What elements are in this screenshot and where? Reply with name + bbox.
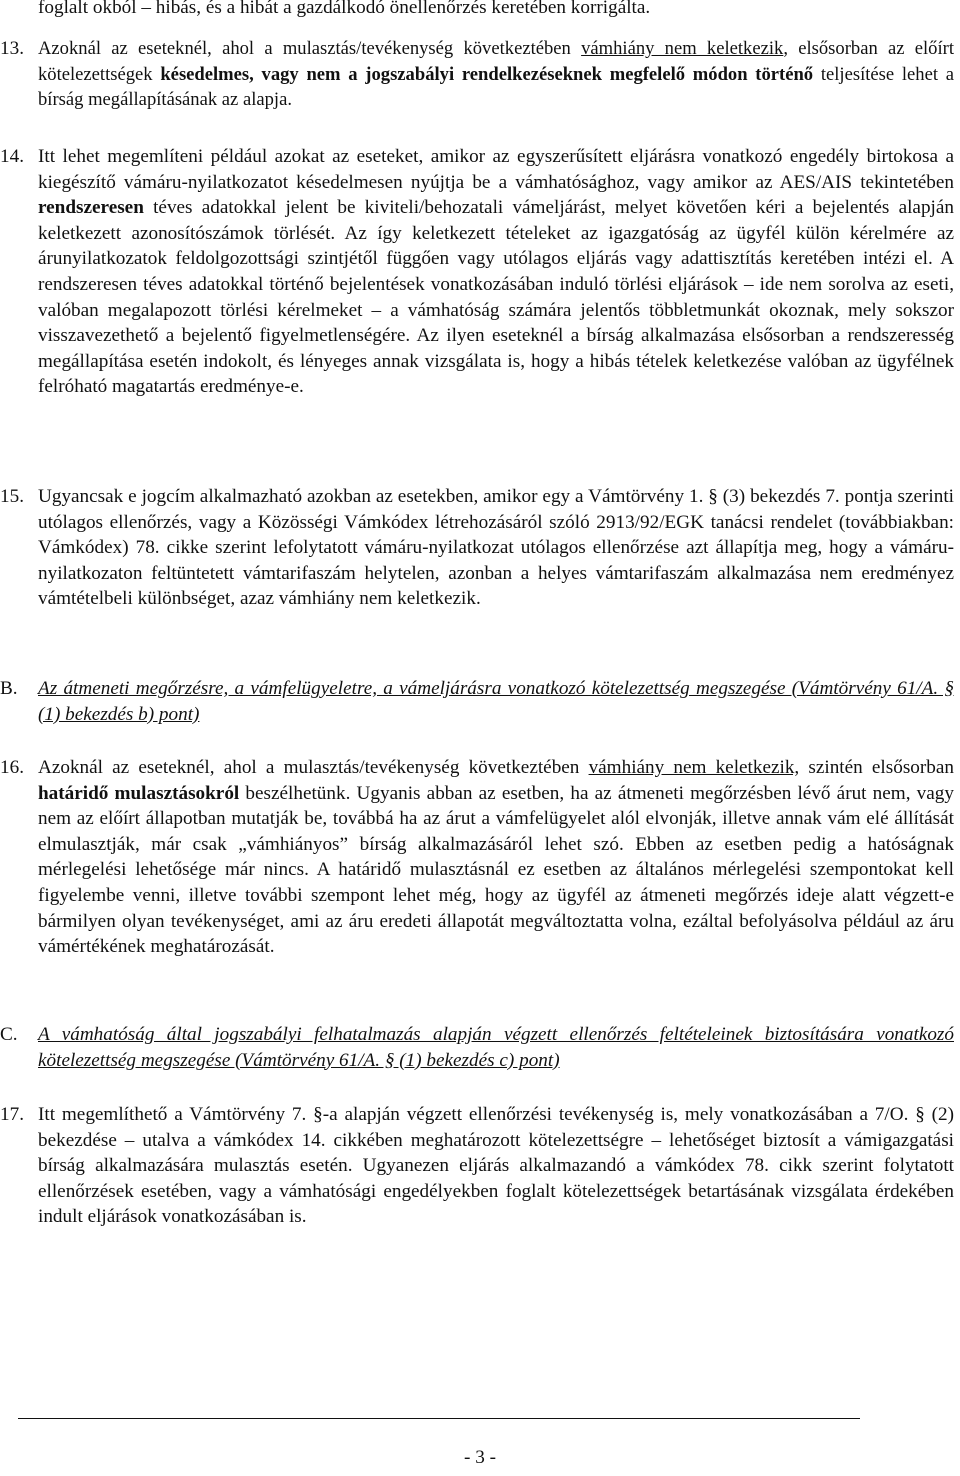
intro-line xyxy=(0,0,954,21)
paragraph-14 xyxy=(0,144,954,400)
paragraph-number: 14. xyxy=(0,146,24,167)
bold-text: határidő mulasztásokról xyxy=(38,782,240,804)
bold-text: késedelmes, vagy nem a jogszabályi rendelkezéseknek megfelelő módon történő xyxy=(160,63,814,85)
text-run: szintén elsősorban xyxy=(799,757,954,778)
paragraph-number: 15. xyxy=(0,486,24,507)
text-run: Azoknál az eseteknél, ahol a mulasztás/tevékenység következtében xyxy=(38,757,589,778)
paragraph-text: Ugyancsak e jogcím alkalmazható azokban az esetekben, amikor egy a Vámtörvény 1. § (3) bekezdés 7. pontja szerinti utólagos ellenőrzés, vagy a Közösségi Vámkódex létrehozásáról szóló 2913/92/EGK tanácsi rendelet (továbbiakban: Vámkódex) 78. cikke szerint lefolytatott vámáru-nyilatkozat utólagos ellenőrzése azt állapítja meg, hogy a vámáru-nyilatkozaton feltüntetett vámtarifaszám helytelen, azonban a helyes vámtarifaszám alkalmazása nem eredményez vámtételbeli különbséget, azaz vámhiány nem keletkezik. xyxy=(38,486,954,610)
paragraph-number: 13. xyxy=(0,38,24,59)
section-letter: C. xyxy=(0,1024,18,1045)
underlined-text: vámhiány nem keletkezik, xyxy=(588,757,800,778)
bold-text: rendszeresen xyxy=(38,197,144,219)
underlined-text: vámhiány nem keletkezik xyxy=(581,38,784,59)
text-run: Itt lehet megemlíteni például azokat az eseteket, amikor az egyszerűsített eljárásra vonatkozó engedély birtokosa a kiegészítő vámáru-nyilatkozatot késedelmesen nyújtja be a vámhatósághoz, vagy amikor az AES/AIS tekintetében xyxy=(38,146,954,193)
paragraph-17 xyxy=(0,1102,954,1230)
intro-text: foglalt okból – hibás, és a hibát a gazdálkodó önellenőrzés keretében korrigálta. xyxy=(38,0,651,18)
footer-divider xyxy=(18,1418,860,1419)
paragraph-text xyxy=(38,755,954,960)
section-c-heading xyxy=(0,1022,954,1073)
text-run: teljesítése lehet a bírság megállapításának az alapja. xyxy=(38,63,954,111)
section-title: Az átmeneti megőrzésre, a vámfelügyeletre, a vámeljárásra vonatkozó kötelezettség megszegése (Vámtörvény 61/A. § (1) bekezdés b) pont) xyxy=(38,678,954,725)
text-run: téves adatokkal jelent be kiviteli/behozatali vámeljárást, melyet követően kéri a bejelentés alapján keletkezett azonosítószámok törlését. Az így keletkezett tételeket az igazgatóság az ügyfél külön kérelmére az árunyilatkozatok feldolgozottsági szintjétől függően vagy utólagos eljárás vagy adattisztítás keretében intézi el. A rendszeresen téves adatokkal történő bejelentések vonatkozásában induló törlési eljárások – ide nem sorolva az eseti, valóban megalapozott törlési kérelmeket – a vámhatóság számára jelentős többletmunkát okoznak, mely sokszor visszavezethető a bejelentő figyelmetlenségére. Az ilyen eseteknél a bírság alkalmazása elsősorban a rendszeresség megállapítása esetén indokolt, és lényeges annak vizsgálata is, hogy a hibás tételek keletkezése valóban az ügyfélnek felróható magatartás eredménye-e. xyxy=(38,197,954,398)
paragraph-number: 17. xyxy=(0,1104,24,1125)
paragraph-number: 16. xyxy=(0,757,24,778)
paragraph-15 xyxy=(0,484,954,612)
section-title: A vámhatóság által jogszabályi felhatalmazás alapján végzett ellenőrzés feltételeinek biztosítására vonatkozó kötelezettség megszegése (Vámtörvény 61/A. § (1) bekezdés c) pont) xyxy=(38,1024,954,1071)
text-run: Azoknál az eseteknél, ahol a mulasztás/tevékenység következtében xyxy=(38,38,582,59)
text-run: , elsősorban az előírt kötelezettségek xyxy=(38,38,954,85)
paragraph-text xyxy=(38,36,954,113)
text-run: beszélhetünk. Ugyanis abban az esetben, ha az átmeneti megőrzésben lévő árut nem, vagy nem az előírt állapotban mutatják be, továbbá ha az árut a vámfelügyelet alól elvonják, illetve annak vám elé állítását elmulasztják, már csak „vámhiányos” bírság alkalmazásáról lehet szó. Ebben az esetben pedig a hatóságnak mérlegelési lehetősége már nincs. A határidő mulasztásnál ez esetben az általános mérlegelési szempontokat kell figyelembe venni, illetve további szempont lehet még, hogy az ügyfél az átmeneti megőrzés ideje alatt végzett-e bármilyen olyan tevékenységet, ami az áru eredeti állapotát megváltoztatta volna, ezáltal befolyásolva például az áru vámértékének meghatározását. xyxy=(38,782,954,958)
paragraph-text xyxy=(38,144,954,400)
paragraph-13 xyxy=(0,36,954,113)
page-number: - 3 - xyxy=(464,1447,496,1468)
paragraph-16 xyxy=(0,755,954,960)
paragraph-text: Itt megemlíthető a Vámtörvény 7. §-a alapján végzett ellenőrzési tevékenység is, mely vonatkozásában a 7/O. § (2) bekezdése – utalva a vámkódex 14. cikkében meghatározott kötelezettségre – lehetőséget biztosít a vámigazgatási bírság alkalmazására mulasztás esetén. Ugyanezen eljárás alkalmazandó a vámkódex 78. cikk szerint folytatott ellenőrzések esetében, vagy a vámhatósági engedélyekben foglalt kötelezettségek betartásának vizsgálata érdekében indult eljárások vonatkozásában is. xyxy=(38,1104,954,1228)
section-b-heading xyxy=(0,676,954,727)
section-letter: B. xyxy=(0,678,18,699)
